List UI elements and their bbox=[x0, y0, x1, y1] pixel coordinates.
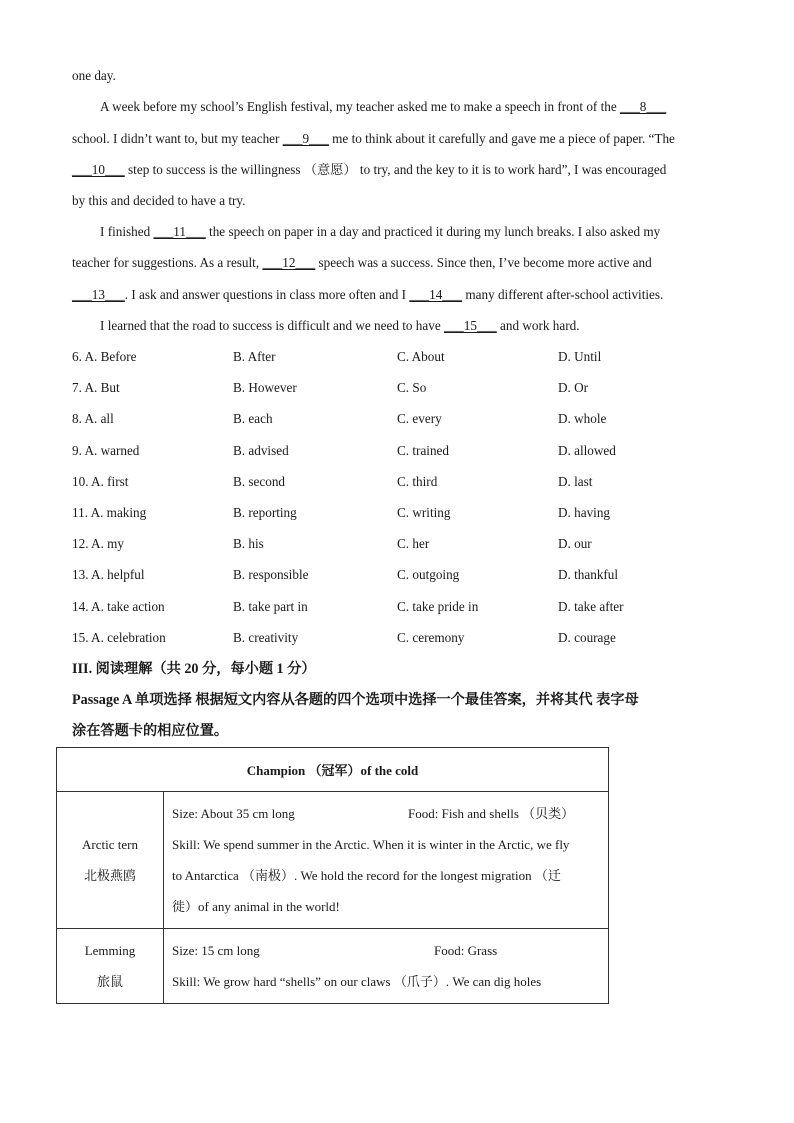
passage-line: I learned that the road to success is difficult and we need to have ___15___ and work hard. bbox=[100, 318, 580, 333]
option-d: D. take after bbox=[558, 599, 624, 614]
option-d: D. courage bbox=[558, 630, 616, 645]
option-c: C. every bbox=[397, 411, 442, 426]
option-b: B. creativity bbox=[233, 630, 299, 645]
section-instructions-cont: 涂在答题卡的相应位置。 bbox=[72, 723, 229, 739]
size-text: Size: About 35 cm long bbox=[172, 806, 295, 821]
option-d: D. Or bbox=[558, 380, 589, 395]
option-d: D. Until bbox=[558, 349, 602, 364]
option-c: C. outgoing bbox=[397, 567, 460, 582]
option-b: B. After bbox=[233, 349, 276, 364]
option-c: C. take pride in bbox=[397, 599, 479, 614]
option-c: C. writing bbox=[397, 505, 451, 520]
blank-13: ___13___ bbox=[72, 287, 125, 302]
option-b: B. second bbox=[233, 474, 286, 489]
blank-15: ___15___ bbox=[443, 318, 497, 333]
blank-14: ___14___ bbox=[409, 287, 463, 302]
option-c: C. trained bbox=[397, 443, 450, 458]
option-a: 15. A. celebration bbox=[72, 630, 166, 645]
animal-name-cn: 北极燕鸥 bbox=[83, 868, 136, 883]
food-text: Food: Fish and shells （贝类） bbox=[408, 806, 575, 821]
skill-text: Skill: We spend summer in the Arctic. When it is winter in the Arctic, we fly bbox=[172, 837, 570, 852]
option-c: C. third bbox=[397, 474, 438, 489]
option-a: 13. A. helpful bbox=[72, 567, 145, 582]
option-a: 6. A. Before bbox=[72, 349, 137, 364]
option-a: 11. A. making bbox=[72, 505, 147, 520]
champion-table bbox=[56, 747, 609, 1004]
option-d: D. thankful bbox=[558, 567, 619, 582]
table-title: Champion （冠军）of the cold bbox=[57, 748, 609, 792]
option-b: B. each bbox=[233, 411, 273, 426]
animal-name-en: Lemming bbox=[84, 943, 136, 958]
animal-name-en: Arctic tern bbox=[82, 837, 138, 852]
option-a: 8. A. all bbox=[72, 411, 114, 426]
table-row bbox=[57, 929, 609, 1004]
option-b: B. advised bbox=[233, 443, 289, 458]
animal-desc-cell bbox=[164, 929, 609, 1004]
skill-text: to Antarctica （南极）. We hold the record for the longest migration （迁 bbox=[172, 868, 561, 883]
passage-line: A week before my school’s English festival, my teacher asked me to make a speech in front of the ___8___ bbox=[100, 99, 667, 114]
option-c: C. So bbox=[397, 380, 427, 395]
option-b: B. his bbox=[233, 536, 264, 551]
animal-name-cell bbox=[57, 929, 164, 1004]
option-a: 14. A. take action bbox=[72, 599, 165, 614]
passage-line: by this and decided to have a try. bbox=[72, 193, 246, 208]
option-d: D. allowed bbox=[558, 443, 616, 458]
option-d: D. having bbox=[558, 505, 611, 520]
option-c: C. About bbox=[397, 349, 445, 364]
passage-line: ___10___ step to success is the willingness （意愿） to try, and the key to it is to work hard”, I was encouraged bbox=[72, 162, 667, 177]
section-instructions: Passage A 单项选择 根据短文内容从各题的四个选项中选择一个最佳答案，并将其代 表字母 bbox=[72, 692, 639, 708]
animal-name-cell bbox=[57, 792, 164, 929]
skill-text: Skill: We grow hard “shells” on our claws （爪子）. We can dig holes bbox=[172, 974, 542, 989]
food-text: Food: Grass bbox=[434, 943, 498, 958]
animal-desc-cell bbox=[164, 792, 609, 929]
blank-9: ___9___ bbox=[282, 131, 329, 146]
passage-line: school. I didn’t want to, but my teacher ___9___ me to think about it carefully and gave me a piece of paper. “The bbox=[72, 131, 675, 146]
option-a: 10. A. first bbox=[72, 474, 129, 489]
option-b: B. reporting bbox=[233, 505, 297, 520]
option-b: B. However bbox=[233, 380, 297, 395]
blank-8: ___8___ bbox=[620, 99, 667, 114]
option-d: D. last bbox=[558, 474, 593, 489]
option-c: C. her bbox=[397, 536, 430, 551]
skill-text: 徙）of any animal in the world! bbox=[172, 899, 340, 914]
passage-line: one day. bbox=[72, 68, 116, 83]
section-title: III. 阅读理解（共 20 分，每小题 1 分） bbox=[72, 661, 316, 677]
option-c: C. ceremony bbox=[397, 630, 465, 645]
option-b: B. responsible bbox=[233, 567, 309, 582]
option-a: 12. A. my bbox=[72, 536, 125, 551]
option-b: B. take part in bbox=[233, 599, 308, 614]
table-row bbox=[57, 792, 609, 929]
blank-11: ___11___ bbox=[153, 224, 206, 239]
option-a: 7. A. But bbox=[72, 380, 120, 395]
passage-line: ___13___. I ask and answer questions in class more often and I ___14___ many different after-school activities. bbox=[72, 287, 664, 302]
option-d: D. whole bbox=[558, 411, 607, 426]
animal-name-cn: 旅鼠 bbox=[96, 974, 123, 989]
size-text: Size: 15 cm long bbox=[172, 943, 260, 958]
option-d: D. our bbox=[558, 536, 592, 551]
blank-10: ___10___ bbox=[72, 162, 125, 177]
passage-line: I finished ___11___ the speech on paper in a day and practiced it during my lunch breaks. I also asked my bbox=[100, 224, 661, 239]
option-a: 9. A. warned bbox=[72, 443, 140, 458]
passage-line: teacher for suggestions. As a result, ___12___ speech was a success. Since then, I’ve become more active and bbox=[72, 255, 652, 270]
blank-12: ___12___ bbox=[262, 255, 316, 270]
